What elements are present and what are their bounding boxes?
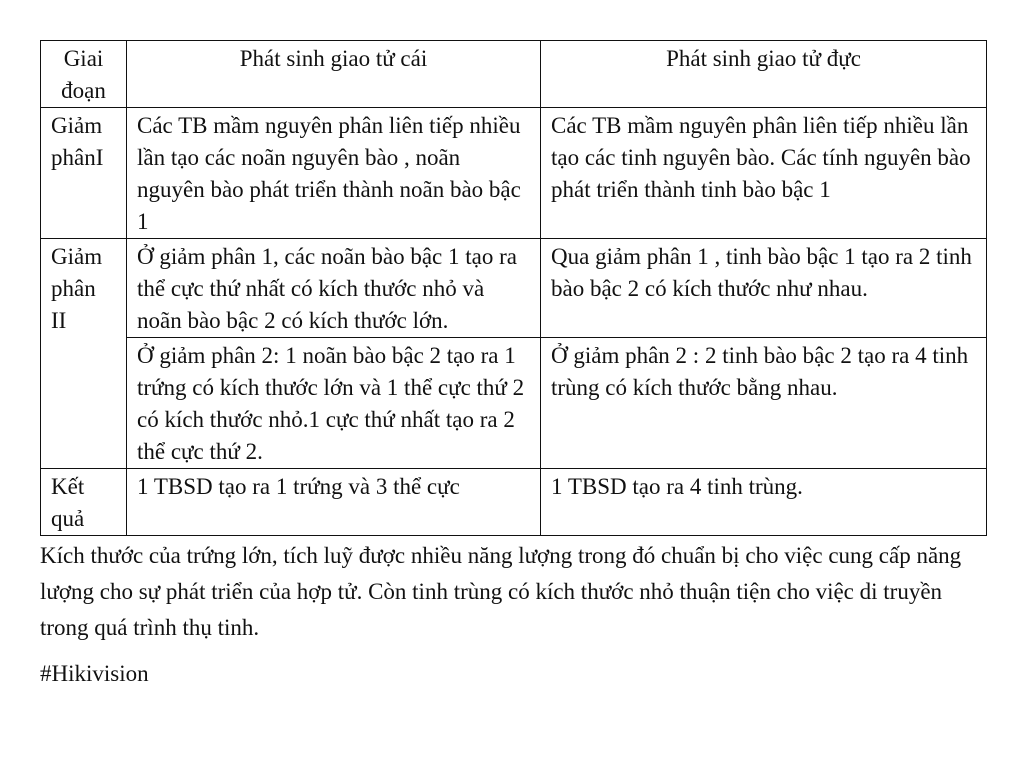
female-cell: Ở giảm phân 1, các noãn bào bậc 1 tạo ra thể cực thứ nhất có kích thước nhỏ và noãn bào bậc 2 có kích thước lớn. [127,239,541,338]
table-row [41,338,987,469]
header-female-gametogenesis: Phát sinh giao tử cái [127,41,541,108]
table-row [41,469,987,536]
stage-cell: Giảm phânI [41,108,127,239]
female-cell: Các TB mầm nguyên phân liên tiếp nhiều lần tạo các noãn nguyên bào , noãn nguyên bào phát triển thành noãn bào bậc 1 [127,108,541,239]
male-cell: 1 TBSD tạo ra 4 tinh trùng. [541,469,987,536]
stage-cell: Giảm phân II [41,239,127,469]
male-cell: Qua giảm phân 1 , tinh bào bậc 1 tạo ra 2 tinh bào bậc 2 có kích thước như nhau. [541,239,987,338]
document-body [40,40,986,690]
header-male-gametogenesis: Phát sinh giao tử đực [541,41,987,108]
explanation-paragraph: Kích thước của trứng lớn, tích luỹ được nhiều năng lượng trong đó chuẩn bị cho việc cung cấp năng lượng cho sự phát triển của hợp tử. Còn tinh trùng có kích thước nhỏ thuận tiện cho việc di truyền trong quá trình thụ tinh. [40,543,962,640]
male-cell: Các TB mầm nguyên phân liên tiếp nhiều lần tạo các tinh nguyên bào. Các tính nguyên bào phát triển thành tinh bào bậc 1 [541,108,987,239]
male-cell: Ở giảm phân 2 : 2 tinh bào bậc 2 tạo ra 4 tinh trùng có kích thước bằng nhau. [541,338,987,469]
female-cell: 1 TBSD tạo ra 1 trứng và 3 thể cực [127,469,541,536]
comparison-table [40,40,987,536]
header-stage: Giai đoạn [41,41,127,108]
table-header-row [41,41,987,108]
hashtag: #Hikivision [40,661,149,686]
table-row [41,108,987,239]
stage-cell: Kết quả [41,469,127,536]
table-row [41,239,987,338]
female-cell: Ở giảm phân 2: 1 noãn bào bậc 2 tạo ra 1 trứng có kích thước lớn và 1 thể cực thứ 2 có kích thước nhỏ.1 cực thứ nhất tạo ra 2 thể cực thứ 2. [127,338,541,469]
